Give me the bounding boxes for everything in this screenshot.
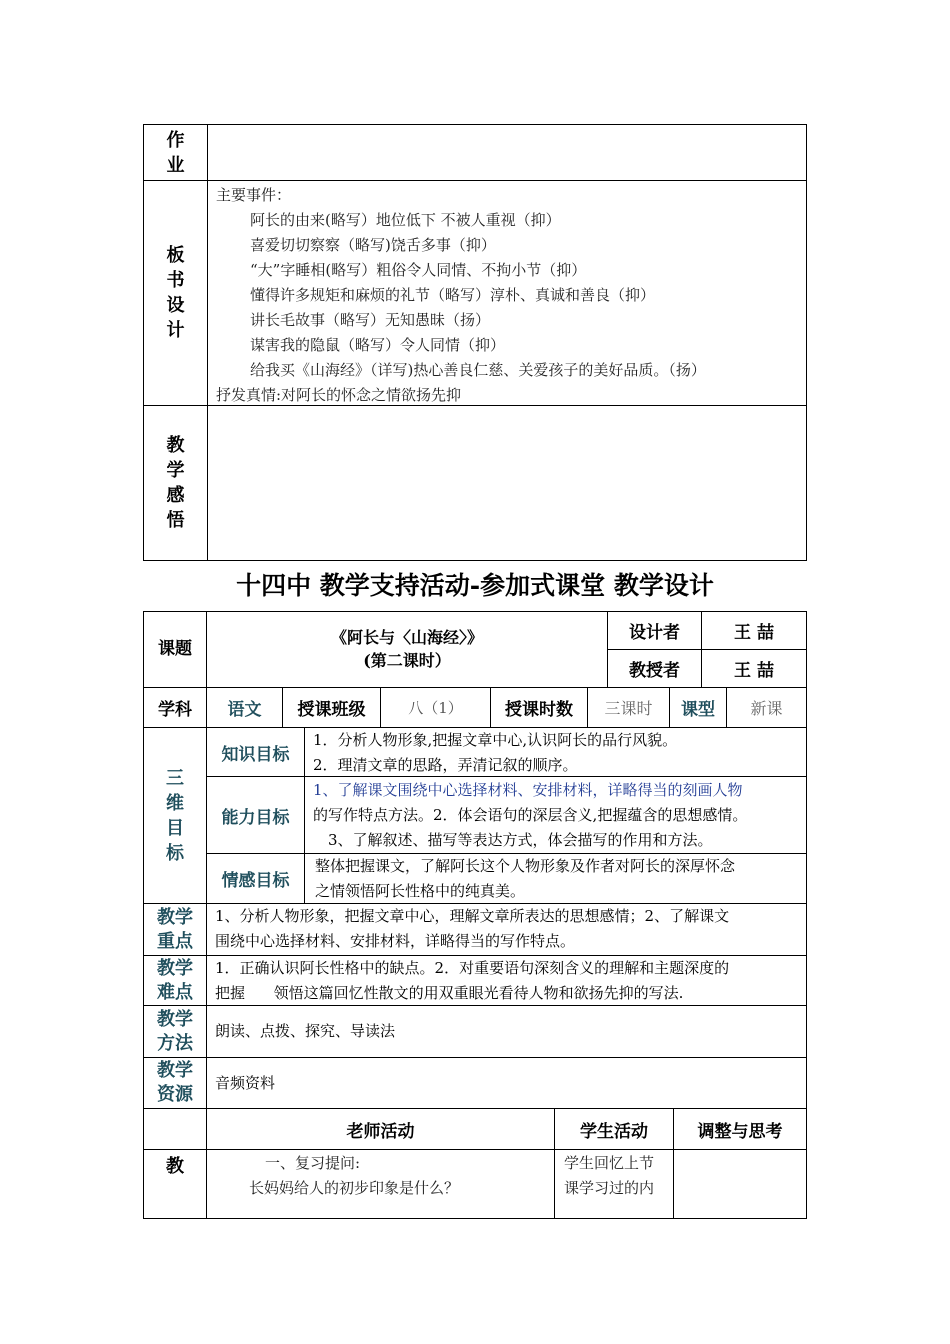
board-line: “大”字睡相(略写）粗俗令人同情、不拘小节（抑） xyxy=(250,261,587,279)
designer-value: 王 喆 xyxy=(701,611,807,650)
knowledge-goal-label: 知识目标 xyxy=(206,727,305,777)
topic-title: 《阿长与〈山海经〉》 (第二课时） xyxy=(206,611,608,688)
emotion-goal-label: 情感目标 xyxy=(206,853,305,904)
resource-label: 教学资源 xyxy=(143,1057,207,1109)
emotion-goal-text: 整体把握课文，了解阿长这个人物形象及作者对阿长的深厚怀念 之情领悟阿长性格中的纯真美。 xyxy=(304,853,807,904)
student-activity-header: 学生活动 xyxy=(554,1108,674,1150)
teacher-value: 王 喆 xyxy=(701,649,807,688)
board-line: 喜爱切切察察（略写)饶舌多事（抑） xyxy=(250,236,496,254)
board-line: 阿长的由来(略写）地位低下 不被人重视（抑） xyxy=(250,211,561,229)
blank-header-cell xyxy=(143,1108,207,1150)
student-activity-text: 学生回忆上节 课学习过的内 xyxy=(554,1149,674,1219)
key-points-label: 教学重点 xyxy=(143,903,207,956)
key-points-text: 1、分析人物形象，把握文章中心，理解文章所表达的思想感情；2、了解课文 围绕中心选择材料、安排材料，详略得当的写作特点。 xyxy=(206,903,807,956)
ability-goal-text: 1、了解课文围绕中心选择材料、安排材料，详略得当的刻画人物 的写作特点方法。2．体会语句的深层含义,把握蕴含的思想感情。 3、了解叙述、描写等表达方式，体会描写的作用和方法。 xyxy=(304,776,807,854)
table-top xyxy=(143,124,807,561)
board-line: 谋害我的隐鼠（略写）令人同情（抑） xyxy=(250,336,506,354)
goals-label: 三维目标 xyxy=(143,727,207,904)
ability-goal-label: 能力目标 xyxy=(206,776,305,854)
lesson-plan-table xyxy=(143,611,807,1219)
hours-value: 三课时 xyxy=(587,687,670,728)
class-label: 授课班级 xyxy=(282,687,381,728)
adjust-reflect-header: 调整与思考 xyxy=(673,1108,807,1150)
reflection-content xyxy=(208,406,806,560)
adjust-reflect-text xyxy=(673,1149,807,1219)
designer-label: 设计者 xyxy=(607,611,702,650)
teacher-activity-text: 一、复习提问: 长妈妈给人的初步印象是什么？ xyxy=(206,1149,555,1219)
hours-label: 授课时数 xyxy=(490,687,588,728)
resource-text: 音频资料 xyxy=(206,1057,807,1109)
subject-value: 语文 xyxy=(206,687,283,728)
class-value: 八（1） xyxy=(380,687,491,728)
homework-label: 作业 xyxy=(166,129,185,176)
reflection-label: 教学感悟 xyxy=(166,435,185,531)
subject-label: 学科 xyxy=(143,687,207,728)
method-text: 朗读、点拨、探究、导读法 xyxy=(206,1005,807,1058)
homework-content xyxy=(208,125,806,180)
difficulty-text: 1．正确认识阿长性格中的缺点。2．对重要语句深刻含义的理解和主题深度的 把握 领悟这篇回忆性散文的用双重眼光看待人物和欲扬先抑的写法. xyxy=(206,955,807,1006)
page-title: 十四中 教学支持活动-参加式课堂 教学设计 xyxy=(236,571,714,600)
board-line: 懂得许多规矩和麻烦的礼节（略写）淳朴、真诚和善良（抑） xyxy=(250,286,656,304)
teacher-label: 教授者 xyxy=(607,649,702,688)
board-line: 主要事件： xyxy=(216,186,292,204)
method-label: 教学方法 xyxy=(143,1005,207,1058)
difficulty-label: 教学难点 xyxy=(143,955,207,1006)
type-label: 课型 xyxy=(669,687,727,728)
process-label: 教 xyxy=(143,1149,207,1219)
board-line: 给我买《山海经》（详写)热心善良仁慈、关爱孩子的美好品质。（扬） xyxy=(250,361,706,379)
board-line: 讲长毛故事（略写）无知愚昧（扬） xyxy=(250,311,491,329)
type-value: 新课 xyxy=(726,687,807,728)
board-line: 抒发真情:对阿长的怀念之情欲扬先抑 xyxy=(216,386,462,404)
board-design-content xyxy=(216,181,806,405)
topic-label: 课题 xyxy=(143,611,207,688)
knowledge-goal-text: 1．分析人物形象,把握文章中心,认识阿长的品行风貌。 2．理清文章的思路，弄清记叙的顺序。 xyxy=(304,727,807,777)
teacher-activity-header: 老师活动 xyxy=(206,1108,555,1150)
board-design-label: 板书设计 xyxy=(166,245,185,341)
